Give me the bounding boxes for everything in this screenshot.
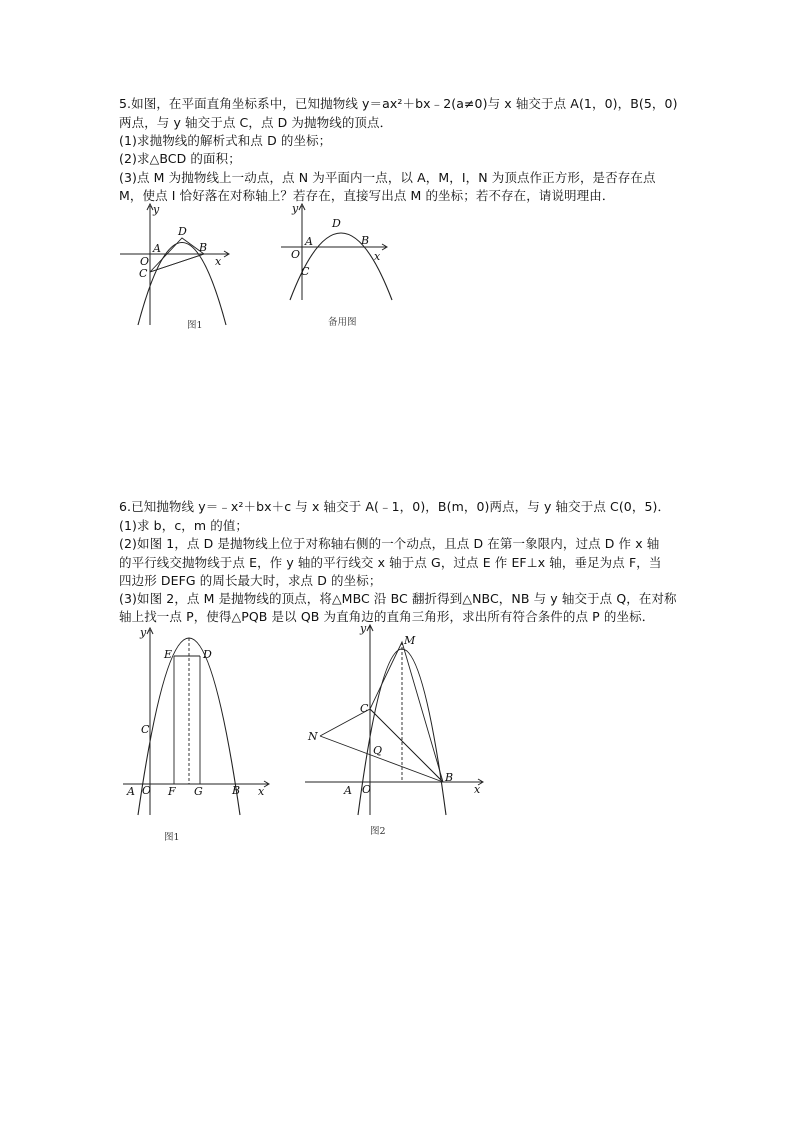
fig6-2-label-Q: Q bbox=[373, 744, 383, 757]
problem6-figure-1 bbox=[118, 622, 278, 847]
fig6-2-label-N: N bbox=[308, 730, 318, 743]
fig5-1-label-D: D bbox=[178, 225, 187, 238]
problem6-line-3: (2)如图 1，点 D 是抛物线上位于对称轴右侧的一个动点，且点 D 在第一象限内，过点 D 作 x 轴 bbox=[119, 536, 660, 551]
fig5-1-caption: 图1 bbox=[187, 320, 203, 331]
problem6-line-2: (1)求 b，c，m 的值； bbox=[119, 518, 249, 533]
fig5-1-label-x: x bbox=[215, 255, 222, 268]
problem5-spare-figure bbox=[276, 200, 406, 335]
fig6-2-label-B: B bbox=[445, 771, 454, 784]
fig6-2-label-A: A bbox=[344, 784, 352, 797]
fig5-2-caption: 备用图 bbox=[328, 317, 357, 328]
problem5-figure-1 bbox=[110, 200, 240, 335]
problem5-line-3: (1)求抛物线的解析式和点 D 的坐标； bbox=[119, 133, 332, 148]
fig6-1-label-G: G bbox=[194, 785, 203, 798]
fig5-2-label-D: D bbox=[332, 217, 341, 230]
fig6-1-label-D: D bbox=[203, 648, 212, 661]
problem5-line-1: 5.如图，在平面直角坐标系中，已知抛物线 y＝ax²＋bx﹣2(a≠0)与 x 轴交于点 A(1，0)，B(5，0) bbox=[119, 96, 678, 111]
fig5-2-label-y: y bbox=[292, 202, 299, 215]
fig6-2-label-M: M bbox=[404, 634, 416, 647]
fig6-1-caption: 图1 bbox=[164, 832, 180, 843]
fig6-2-label-O: O bbox=[362, 783, 372, 796]
fig5-2-label-A: A bbox=[305, 235, 313, 248]
fig6-2-label-x: x bbox=[474, 783, 481, 796]
fig5-2-label-x: x bbox=[374, 250, 381, 263]
fig6-2-label-y: y bbox=[360, 622, 367, 635]
fig6-2-label-C: C bbox=[360, 702, 369, 715]
fig6-1-label-E: E bbox=[164, 648, 173, 661]
fig6-2-caption: 图2 bbox=[370, 826, 386, 837]
problem5-line-4: (2)求△BCD 的面积； bbox=[119, 151, 241, 166]
fig5-2-label-B: B bbox=[361, 234, 370, 247]
problem6-line-4: 的平行线交抛物线于点 E，作 y 轴的平行线交 x 轴于点 G，过点 E 作 EF⊥x 轴，垂足为点 F，当 bbox=[119, 555, 662, 570]
problem6-figure-2 bbox=[300, 622, 490, 847]
fig6-1-label-B: B bbox=[232, 784, 241, 797]
problem5-line-6: M，使点 I 恰好落在对称轴上？若存在，直接写出点 M 的坐标；若不存在，请说明理由． bbox=[119, 188, 615, 203]
fig5-1-label-B: B bbox=[199, 241, 208, 254]
problem6-line-5: 四边形 DEFG 的周长最大时，求点 D 的坐标； bbox=[119, 573, 382, 588]
fig6-1-label-C: C bbox=[141, 723, 150, 736]
problem5-line-2: 两点，与 y 轴交于点 C，点 D 为抛物线的顶点． bbox=[119, 115, 393, 130]
fig5-1-label-O: O bbox=[140, 255, 150, 268]
fig6-1-label-y: y bbox=[140, 626, 147, 639]
fig5-1-label-A: A bbox=[153, 242, 161, 255]
problem6-line-6: (3)如图 2，点 M 是抛物线的顶点，将△MBC 沿 BC 翻折得到△NBC，NB 与 y 轴交于点 Q，在对称 bbox=[119, 591, 677, 606]
problem5-line-5: (3)点 M 为抛物线上一动点，点 N 为平面内一点，以 A，M，I，N 为顶点作正方形，是否存在点 bbox=[119, 170, 656, 185]
fig6-1-label-A: A bbox=[127, 785, 135, 798]
fig6-1-label-x: x bbox=[258, 785, 265, 798]
problem6-line-1: 6.已知抛物线 y＝﹣x²＋bx＋c 与 x 轴交于 A(﹣1，0)，B(m，0)两点，与 y 轴交于点 C(0，5)． bbox=[119, 499, 671, 514]
fig5-2-label-O: O bbox=[291, 248, 301, 261]
fig6-1-label-O: O bbox=[142, 784, 152, 797]
fig5-1-label-y: y bbox=[153, 203, 160, 216]
fig5-1-label-C: C bbox=[139, 267, 148, 280]
fig5-2-label-C: C bbox=[301, 265, 310, 278]
problem6-line-7: 轴上找一点 P，使得△PQB 是以 QB 为直角边的直角三角形，求出所有符合条件的点 P 的坐标． bbox=[119, 609, 655, 624]
fig6-1-label-F: F bbox=[168, 785, 176, 798]
